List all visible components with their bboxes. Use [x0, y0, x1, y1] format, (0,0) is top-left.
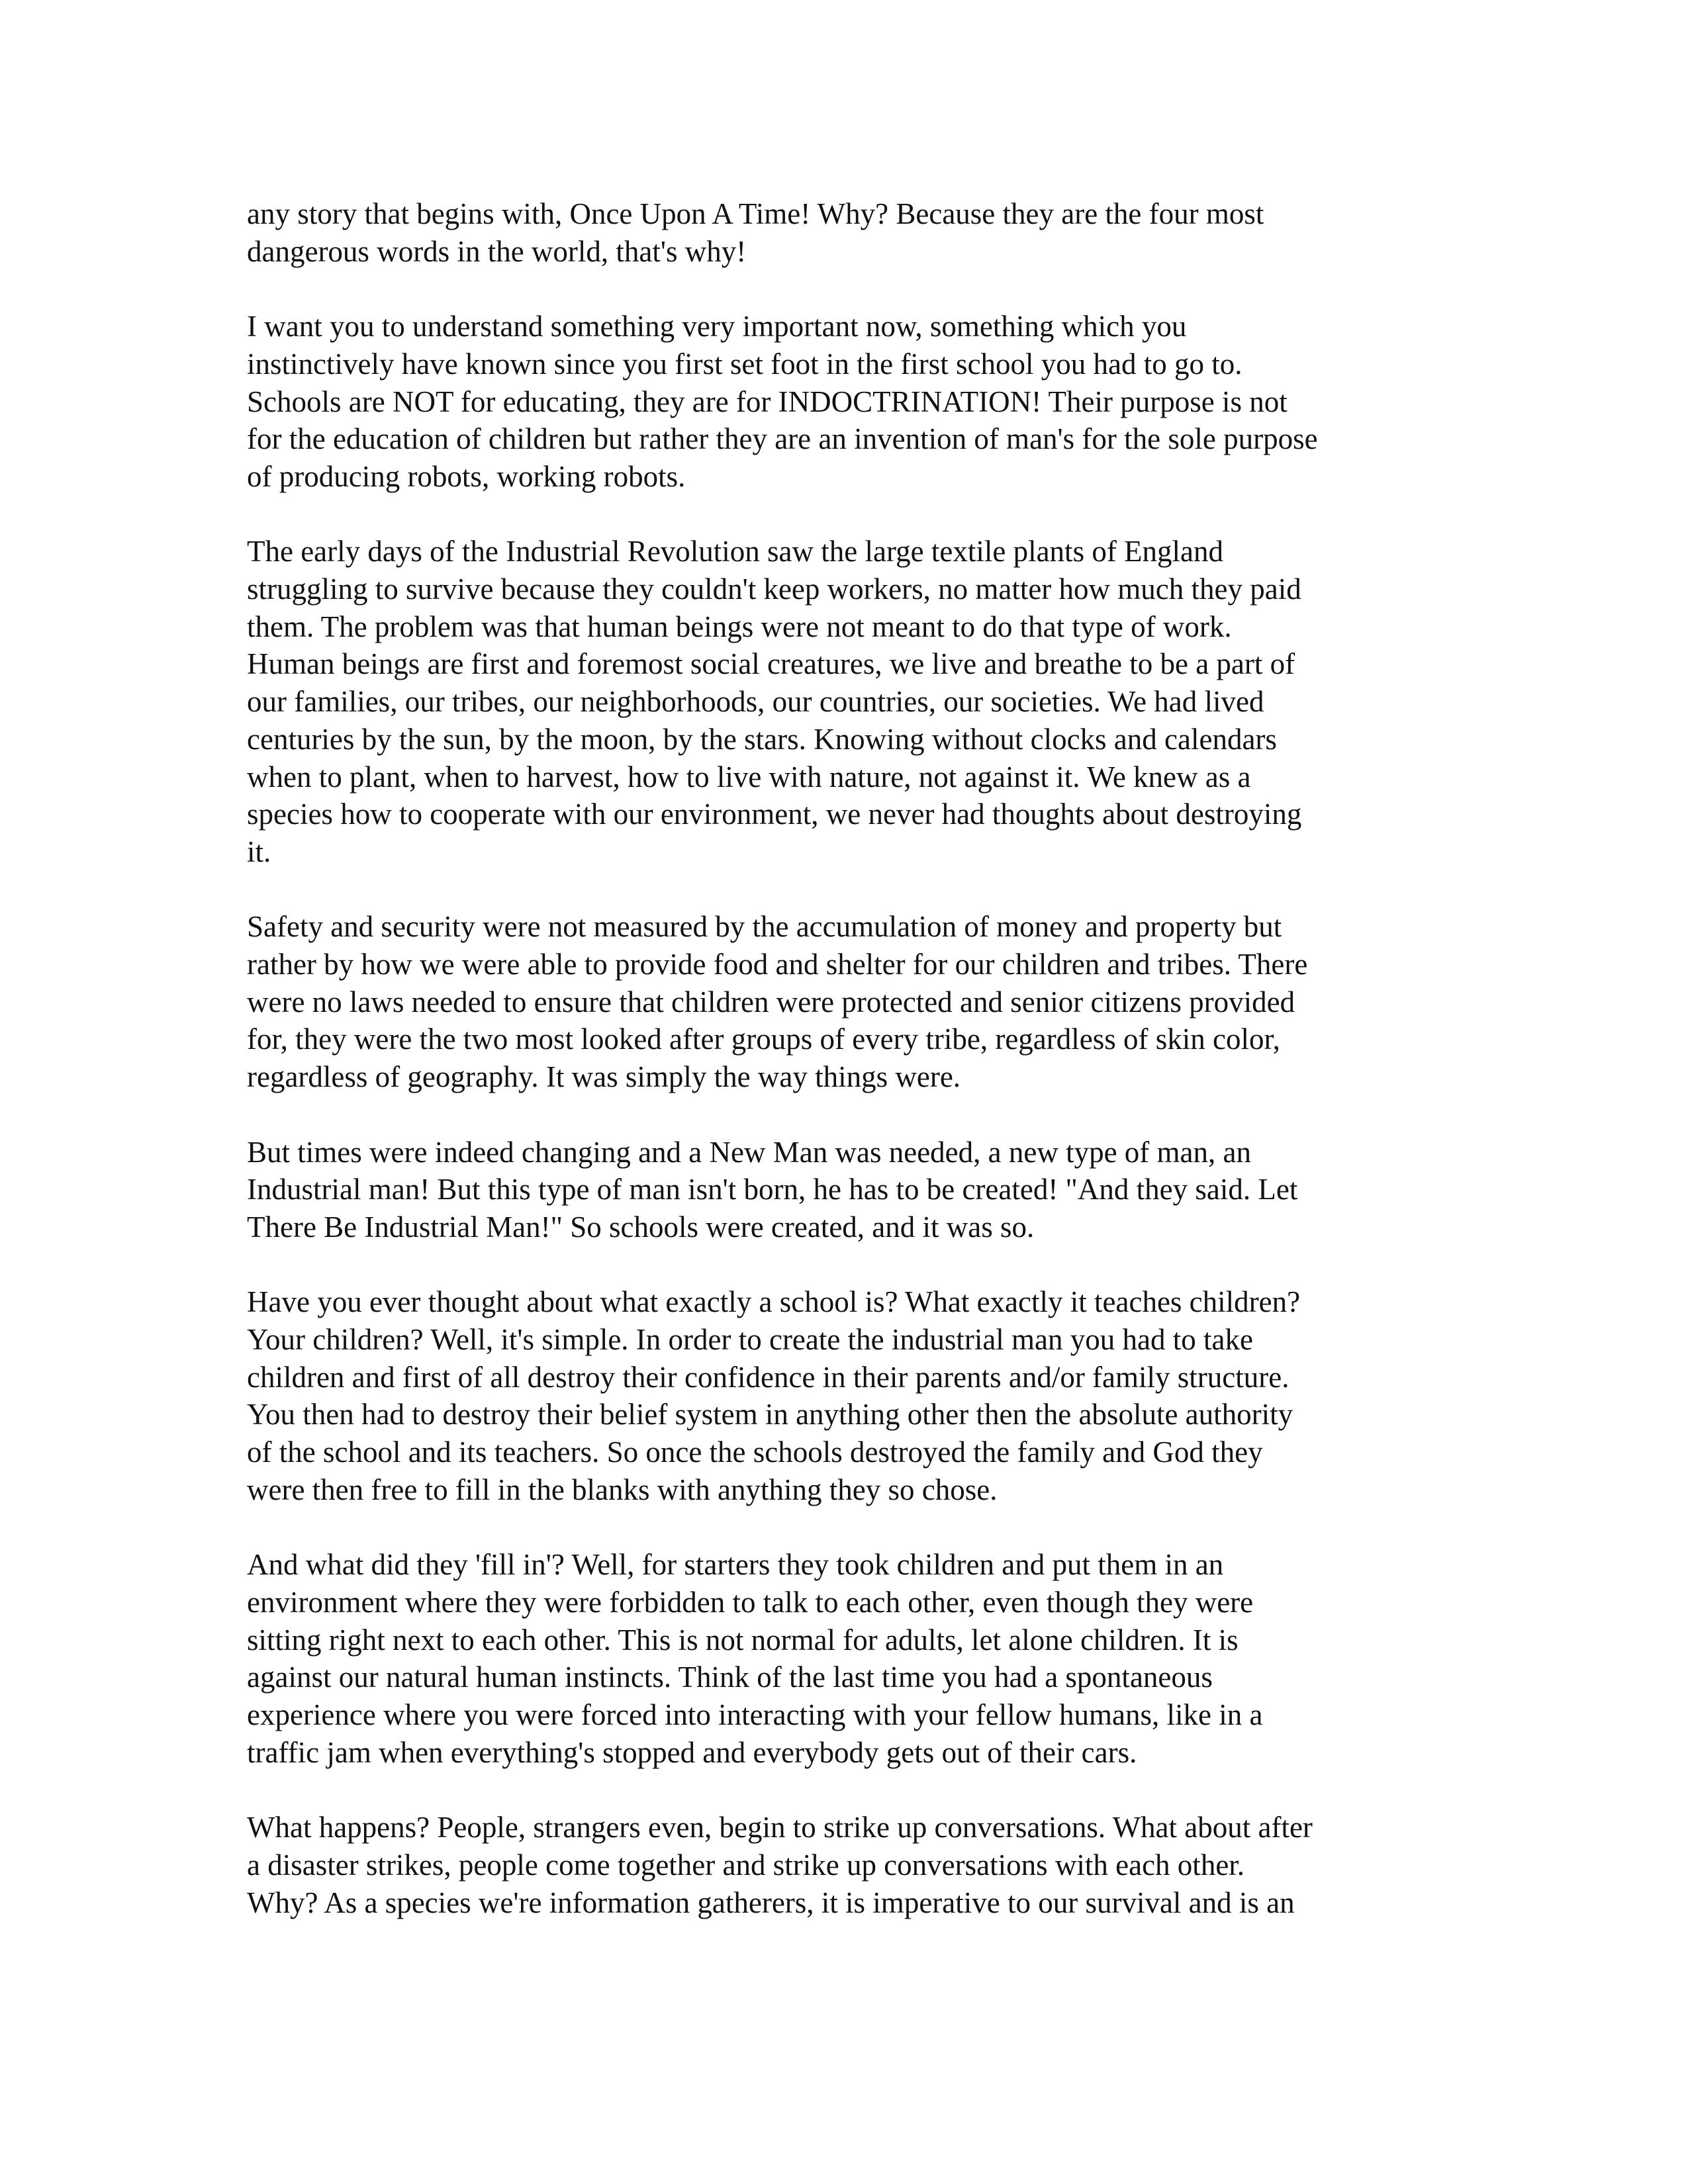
text-line: when to plant, when to harvest, how to live with nature, not against it. We knew as a: [247, 760, 1251, 794]
text-line: You then had to destroy their belief system in anything other then the absolute authority: [247, 1398, 1293, 1432]
text-line: any story that begins with, Once Upon A Time! Why? Because they are the four most: [247, 197, 1264, 230]
text-line: a disaster strikes, people come together and strike up conversations with each other.: [247, 1848, 1245, 1882]
text-line: sitting right next to each other. This is not normal for adults, let alone children. It is: [247, 1623, 1239, 1657]
text-line: of the school and its teachers. So once the schools destroyed the family and God they: [247, 1435, 1263, 1469]
text-line: Schools are NOT for educating, they are for INDOCTRINATION! Their purpose is not: [247, 385, 1288, 418]
text-line: children and first of all destroy their confidence in their parents and/or family structure.: [247, 1360, 1289, 1394]
document-body: [247, 195, 1465, 1959]
text-line: Safety and security were not measured by the accumulation of money and property but: [247, 910, 1282, 944]
text-line: environment where they were forbidden to talk to each other, even though they were: [247, 1585, 1254, 1619]
text-line: were no laws needed to ensure that children were protected and senior citizens provided: [247, 985, 1295, 1019]
text-line: for, they were the two most looked after groups of every tribe, regardless of skin color,: [247, 1023, 1280, 1056]
paragraph-3: [247, 533, 1465, 870]
text-line: Why? As a species we're information gatherers, it is imperative to our survival and is an: [247, 1886, 1295, 1919]
text-line: regardless of geography. It was simply the way things were.: [247, 1060, 961, 1094]
paragraph-6: [247, 1283, 1465, 1508]
paragraph-1: [247, 195, 1465, 270]
text-line: What happens? People, strangers even, begin to strike up conversations. What about after: [247, 1811, 1313, 1844]
paragraph-5: [247, 1134, 1465, 1246]
text-line: Human beings are first and foremost social creatures, we live and breathe to be a part of: [247, 647, 1295, 681]
text-line: But times were indeed changing and a New Man was needed, a new type of man, an: [247, 1135, 1251, 1169]
text-line: experience where you were forced into interacting with your fellow humans, like in a: [247, 1698, 1263, 1732]
paragraph-8: [247, 1809, 1465, 1921]
text-line: our families, our tribes, our neighborhoods, our countries, our societies. We had lived: [247, 685, 1264, 719]
text-line: them. The problem was that human beings were not meant to do that type of work.: [247, 610, 1232, 643]
text-line: it.: [247, 835, 271, 868]
text-line: of producing robots, working robots.: [247, 459, 686, 493]
text-line: struggling to survive because they couldn't keep workers, no matter how much they paid: [247, 572, 1301, 606]
paragraph-2: [247, 308, 1465, 496]
text-line: traffic jam when everything's stopped and everybody gets out of their cars.: [247, 1735, 1137, 1769]
text-line: Industrial man! But this type of man isn't born, he has to be created! "And they said. Let: [247, 1173, 1298, 1206]
text-line: for the education of children but rather they are an invention of man's for the sole purpose: [247, 422, 1318, 456]
text-line: were then free to fill in the blanks with anything they so chose.: [247, 1473, 998, 1506]
text-line: There Be Industrial Man!" So schools were created, and it was so.: [247, 1210, 1035, 1244]
paragraph-7: [247, 1546, 1465, 1771]
text-line: Have you ever thought about what exactly a school is? What exactly it teaches children?: [247, 1285, 1301, 1319]
text-line: instinctively have known since you first set foot in the first school you had to go to.: [247, 347, 1243, 381]
text-line: centuries by the sun, by the moon, by the stars. Knowing without clocks and calendars: [247, 722, 1277, 756]
text-line: against our natural human instincts. Think of the last time you had a spontaneous: [247, 1661, 1213, 1694]
paragraph-4: [247, 908, 1465, 1096]
text-line: Your children? Well, it's simple. In order to create the industrial man you had to take: [247, 1323, 1253, 1357]
text-line: The early days of the Industrial Revolution saw the large textile plants of England: [247, 535, 1224, 569]
text-line: I want you to understand something very important now, something which you: [247, 310, 1187, 343]
text-line: species how to cooperate with our environment, we never had thoughts about destroying: [247, 797, 1302, 831]
text-line: rather by how we were able to provide food and shelter for our children and tribes. There: [247, 948, 1308, 981]
text-line: dangerous words in the world, that's why!: [247, 234, 747, 268]
text-line: And what did they 'fill in'? Well, for starters they took children and put them in an: [247, 1548, 1224, 1582]
